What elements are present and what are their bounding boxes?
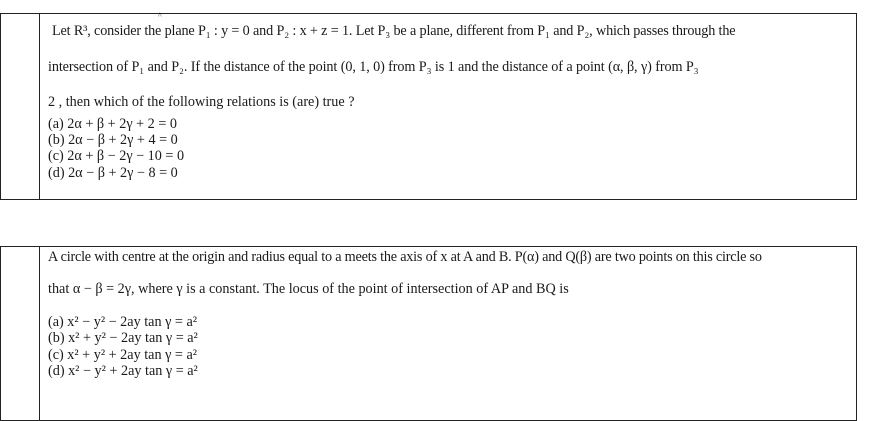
option-b: (b) x² + y² − 2ay tan γ = a²	[48, 330, 198, 346]
question-number-column	[1, 14, 40, 199]
question-text-line-1: A circle with centre at the origin and radius equal to a meets the axis of x at A and B. P(α) and Q(β) are two points on this circle so	[48, 249, 762, 265]
option-c: (c) 2α + β − 2γ − 10 = 0	[48, 148, 185, 164]
question-box-2	[0, 246, 857, 421]
question-number-column	[1, 247, 40, 420]
question-text-line-2: intersection of P₁ and P₂. If the distance of the point (0, 1, 0) from P₃ is 1 and the distance of a point (α, β, γ) from P₃	[48, 59, 699, 75]
option-a: (a) x² − y² − 2ay tan γ = a²	[48, 314, 198, 330]
caret-mark: ^	[158, 11, 162, 20]
option-d: (d) x² − y² + 2ay tan γ = a²	[48, 363, 198, 379]
option-d: (d) 2α − β + 2γ − 8 = 0	[48, 165, 178, 181]
question-text-line-1: Let R³, consider the plane P₁ : y = 0 and P₂ : x + z = 1. Let P₃ be a plane, different from P₁ and P₂, which passes through the	[52, 23, 736, 39]
option-c: (c) x² + y² + 2ay tan γ = a²	[48, 347, 198, 363]
question-text-line-2: that α − β = 2γ, where γ is a constant. The locus of the point of intersection of AP and BQ is	[48, 281, 569, 297]
option-a: (a) 2α + β + 2γ + 2 = 0	[48, 116, 177, 132]
option-b: (b) 2α − β + 2γ + 4 = 0	[48, 132, 178, 148]
question-text-line-3: 2 , then which of the following relations is (are) true ?	[48, 94, 355, 110]
question-box-1	[0, 13, 857, 200]
